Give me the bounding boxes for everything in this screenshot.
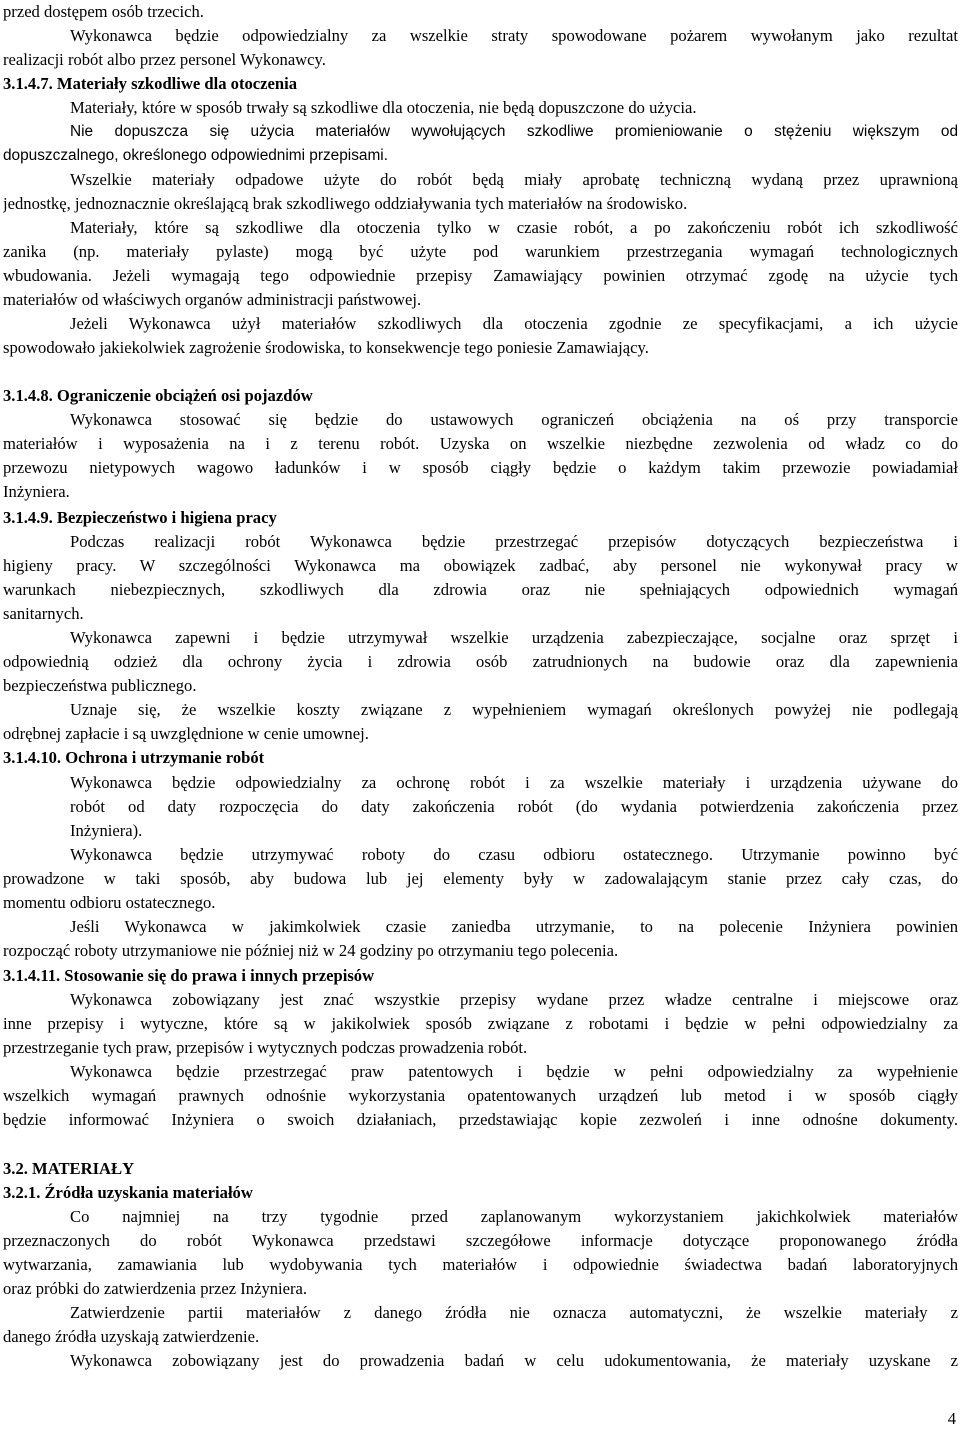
page-number: 4 xyxy=(947,1409,956,1428)
text-line: Nie dopuszcza się użycia materiałów wywołujących szkodliwe promieniowanie o stężeniu większym od xyxy=(70,123,958,140)
text-line: Wykonawca będzie odpowiedzialny za wszelkie straty spowodowane pożarem wywołanym jako rezultat xyxy=(70,26,958,45)
text-line: Wykonawca zobowiązany jest do prowadzenia badań w celu udokumentowania, że materiały uzyskane z xyxy=(70,1351,958,1370)
text-line: przeznaczonych do robót Wykonawca przedstawi szczegółowe informacje dotyczące proponowanego źródła xyxy=(3,1231,958,1250)
section-heading: 3.1.4.9. Bezpieczeństwo i higiena pracy xyxy=(3,508,277,527)
section-heading: 3.2.1. Źródła uzyskania materiałów xyxy=(3,1183,253,1202)
text-line: realizacji robót albo przez personel Wykonawcy. xyxy=(3,50,326,69)
section-heading: 3.1.4.7. Materiały szkodliwe dla otoczenia xyxy=(3,74,298,93)
text-line: Wszelkie materiały odpadowe użyte do robót będą miały aprobatę techniczną wydaną przez uprawnioną xyxy=(70,170,958,189)
text-line: materiałów i wyposażenia na i z terenu robót. Uzyska on wszelkie niezbędne zezwolenia od władz co do xyxy=(3,434,958,453)
text-line: oraz próbki do zatwierdzenia przez Inżyniera. xyxy=(3,1279,308,1298)
text-line: Wykonawca zapewni i będzie utrzymywał wszelkie urządzenia zabezpieczające, socjalne oraz sprzęt i xyxy=(70,628,958,647)
text-line: dopuszczalnego, określonego odpowiednimi przepisami. xyxy=(3,147,388,164)
text-line: wytwarzania, zamawiania lub wydobywania tych materiałów i odpowiednie świadectwa badań laboratoryjnych xyxy=(3,1255,958,1274)
text-line: Jeżeli Wykonawca użył materiałów szkodliwych dla otoczenia zgodnie ze specyfikacjami, a ich użycie xyxy=(70,314,958,333)
text-line: materiałów od właściwych organów administracji państwowej. xyxy=(3,290,422,309)
text-line: odrębnej zapłacie i są uwzględnione w cenie umownej. xyxy=(3,724,369,743)
text-line: spowodowało jakiekolwiek zagrożenie środowiska, to konsekwencje tego poniesie Zamawiający. xyxy=(3,338,649,357)
text-line: odpowiednią odzież dla ochrony życia i zdrowia osób zatrudnionych na budowie oraz dla zapewnienia xyxy=(3,652,958,671)
section-heading: 3.1.4.10. Ochrona i utrzymanie robót xyxy=(3,748,265,767)
text-line: Wykonawca będzie utrzymywać roboty do czasu odbioru ostatecznego. Utrzymanie powinno być xyxy=(70,845,958,864)
text-line: przestrzeganie tych praw, przepisów i wytycznych podczas prowadzenia robót. xyxy=(3,1038,528,1057)
text-line: przed dostępem osób trzecich. xyxy=(3,2,204,21)
text-line: Uznaje się, że wszelkie koszty związane z wypełnieniem wymagań określonych powyżej nie podlegają xyxy=(70,700,958,719)
text-line: Materiały, które są szkodliwe dla otoczenia tylko w czasie robót, a po zakończeniu robót ich szkodliwość xyxy=(70,218,958,237)
text-line: Inżyniera). xyxy=(70,821,143,840)
text-line: będzie informować Inżyniera o swoich działaniach, przedstawiając kopie zezwoleń i inne odnośne dokumenty. xyxy=(3,1110,958,1129)
text-line: prowadzone w taki sposób, aby budowa lub jej elementy były w zadowalającym stanie przez cały czas, do xyxy=(3,869,958,888)
text-line: sanitarnych. xyxy=(3,604,84,623)
text-line: Wykonawca stosować się będzie do ustawowych ograniczeń obciążenia na oś przy transporcie xyxy=(70,410,958,429)
text-line: Wykonawca będzie przestrzegać praw patentowych i będzie w pełni odpowiedzialny za wypełnienie xyxy=(70,1062,958,1081)
text-line: rozpocząć roboty utrzymaniowe nie później niż w 24 godziny po otrzymaniu tego polecenia. xyxy=(3,941,619,960)
text-line: Wykonawca będzie odpowiedzialny za ochronę robót i za wszelkie materiały i urządzenia używane do xyxy=(70,773,958,792)
text-line: Wykonawca zobowiązany jest znać wszystkie przepisy wydane przez władze centralne i miejscowe oraz xyxy=(70,990,958,1009)
text-line: Materiały, które w sposób trwały są szkodliwe dla otoczenia, nie będą dopuszczone do użycia. xyxy=(70,98,697,117)
text-line: Jeśli Wykonawca w jakimkolwiek czasie zaniedba utrzymanie, to na polecenie Inżyniera powinien xyxy=(70,917,958,936)
text-line: danego źródła uzyskają zatwierdzenie. xyxy=(3,1327,260,1346)
text-line: wbudowania. Jeżeli wymagają tego odpowiednie przepisy Zamawiający powinien otrzymać zgodę na użycie tych xyxy=(3,266,958,285)
text-line: zanika (np. materiały pylaste) mogą być użyte pod warunkiem przestrzegania wymagań technologicznych xyxy=(3,242,958,261)
text-line: wszelkich wymagań prawnych odnośnie wykorzystania opatentowanych urządzeń lub metod i w sposób ciągły xyxy=(3,1086,958,1105)
section-heading: 3.1.4.11. Stosowanie się do prawa i innych przepisów xyxy=(3,966,375,985)
section-heading: 3.1.4.8. Ograniczenie obciążeń osi pojazdów xyxy=(3,386,313,405)
text-line: Co najmniej na trzy tygodnie przed zaplanowanym wykorzystaniem jakichkolwiek materiałów xyxy=(70,1207,958,1226)
text-line: jednostkę, jednoznacznie określającą brak szkodliwego oddziaływania tych materiałów na środowisko. xyxy=(3,194,688,213)
text-line: higieny pracy. W szczególności Wykonawca ma obowiązek zadbać, aby personel nie wykonywał pracy w xyxy=(3,556,958,575)
text-line: Inżyniera. xyxy=(3,482,70,501)
text-line: bezpieczeństwa publicznego. xyxy=(3,676,197,695)
text-line: warunkach niebezpiecznych, szkodliwych dla zdrowia oraz nie spełniających odpowiednich wymagań xyxy=(3,580,958,599)
text-line: przewozu nietypowych wagowo ładunków i w sposób ciągły będzie o każdym takim przewozie powiadamiał xyxy=(3,458,958,477)
text-line: robót od daty rozpoczęcia do daty zakończenia robót (do wydania potwierdzenia zakończenia przez xyxy=(70,797,958,816)
text-line: Zatwierdzenie partii materiałów z danego źródła nie oznacza automatyczni, że wszelkie materiały z xyxy=(70,1303,958,1322)
text-line: Podczas realizacji robót Wykonawca będzie przestrzegać przepisów dotyczących bezpieczeństwa i xyxy=(70,532,958,551)
text-line: inne przepisy i wytyczne, które są w jakikolwiek sposób związane z robotami i będzie w pełni odpowiedzialny za xyxy=(3,1014,958,1033)
text-line: momentu odbioru ostatecznego. xyxy=(3,893,216,912)
section-heading: 3.2. MATERIAŁY xyxy=(3,1159,135,1178)
